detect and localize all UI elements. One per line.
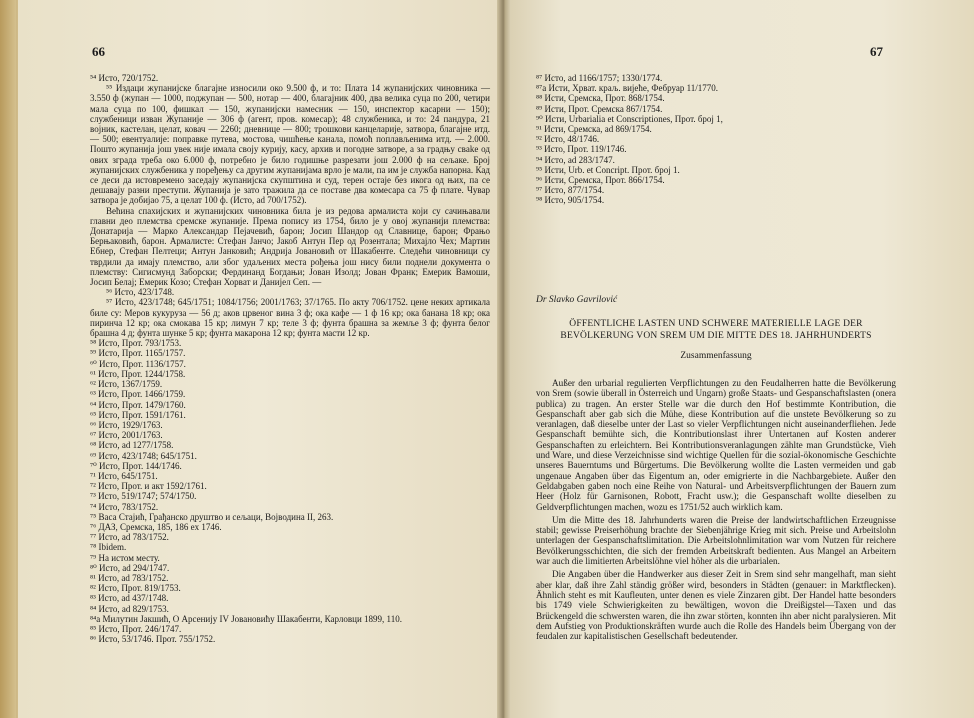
footnote-line: ⁷⁹ На истом месту. <box>90 552 160 563</box>
page-number-right: 67 <box>870 44 883 59</box>
page-number-left: 66 <box>92 44 105 59</box>
footnote-line: ⁹⁵ Исти, Urb. et Concript. Прот. број 1. <box>536 164 680 175</box>
article-author: Dr Slavko Gavrilović <box>536 295 618 305</box>
footnote: ⁵⁴ Исто, 720/1752. <box>90 73 159 83</box>
footnote-line: ⁵⁸ Исто, Прот. 793/1753. <box>90 338 182 349</box>
footnote-line: ⁷³ Исто, 519/1747; 574/1750. <box>90 491 197 502</box>
footnote-line: ⁷⁸ Ibidem. <box>90 542 127 553</box>
footnote-line: ⁹¹ Исти, Сремска, ad 869/1754. <box>536 124 652 135</box>
footnote-line: ⁶⁸ Исто, ad 1277/1758. <box>90 440 174 451</box>
footnote-line: ⁷⁵ Васа Стајић, Грађанско друштво и сељаци, Војводина II, 263. <box>90 511 334 522</box>
footnote-line: ⁵⁹ Исто, Прот. 1165/1757. <box>90 348 186 359</box>
footnote-line: ⁸⁴ Исто, ad 829/1753. <box>90 603 169 614</box>
footnote-line: ⁸⁸ Исти, Сремска, Прот. 868/1754. <box>536 93 665 104</box>
footnote: ⁵⁷ Исто, 423/1748; 645/1751; 1084/1756; 2001/1763; 37/1765. По акту 706/1752. цене неких артикала биле су: Меров кукуруза — 56 д; аков црвеног вина 3 ф; ока кафе — 1 ф 16 кр; ока банана 18 кр; ока пиринча 12 кр; ока смокава 15 кр; лимун 7 кр; теле 3 ф; фунта брашна за жемље 3 ф; фунта белог брашна 4 д; фунта шунке 5 кр; фунта макарона 12 кр; фунта масти 12 кр. <box>90 297 490 339</box>
footnote-line: ⁶³ Исто, Прот. 1466/1759. <box>90 389 186 400</box>
footnote-line: ⁶⁵ Исто, Прот. 1591/1761. <box>90 409 186 420</box>
left-footnotes <box>90 73 490 644</box>
footnote-line: ⁶² Исто, 1367/1759. <box>90 379 163 390</box>
footnote-line: ⁸⁴а Милутин Јакшић, О Арсенију IV Јовановићу Шакабенти, Карловци 1899, 110. <box>90 613 402 624</box>
footnote-line: ⁶⁴ Исто, Прот. 1479/1760. <box>90 399 186 410</box>
footnote-line: ⁸⁰ Исто, ad 294/1747. <box>90 562 170 573</box>
article-subtitle: Zusammenfassung <box>680 351 752 361</box>
footnote-line: ⁷⁴ Исто, 783/1752. <box>90 501 159 512</box>
footnote-line: ⁶⁹ Исто, 423/1748; 645/1751. <box>90 450 197 461</box>
footnote-line: ⁸² Исто, Прот. 819/1753. <box>90 583 181 594</box>
footnote-line: ⁸⁶ Исто, 53/1746. Прот. 755/1752. <box>90 634 216 645</box>
book-gutter <box>497 0 511 718</box>
article-title <box>536 318 896 342</box>
footnote-line: ⁹⁴ Исто, ad 283/1747. <box>536 154 615 165</box>
footnote-line: ⁸⁹ Исти, Прот. Сремска 867/1754. <box>536 103 663 114</box>
footnote-line: ⁸⁷а Исти, Хрват. краљ. вијеће, Фебруар 11/1770. <box>536 83 718 94</box>
right-footnotes <box>536 73 896 206</box>
footnote-line: ⁶⁶ Исто, 1929/1763. <box>90 419 163 430</box>
footnote-line: ⁶¹ Исто, Прот. 1244/1758. <box>90 368 186 379</box>
footnote-list-right <box>536 73 896 206</box>
footnote: Већина спахијских и жупанијских чиновника била је из редова армалиста који су сачињавали главни део племства сремске жупаније. Према попису из 1754, било је у овој жупанији племства: Донатарија — Марко Александар Пејачевић, барон; Јосип Шандор од Славнице, барон; Фрањо Берњаковић, барон. Армалисте: Стефан Јанчо; Јакоб Антун Пер од Розентала; Михајло Чех; Мартин Ебнер, Стефан Пелтеци; Антун Јанковић; Андрија Јовановић от Шакабенте. Следећи чиновници су тврдили да имају племство, али због удаљених места рођења још нису били поднели документа о племству: Сигисмунд Заборски; Фердинанд Богдањи; Јован Изолд; Јован Франк; Емерик Вамоши, Јосип Белај; Емерик Козо; Стефан Хорват и Данијел Сеп. — <box>90 205 490 288</box>
summary-paragraph: Um die Mitte des 18. Jahrhunderts waren die Preise der landwirtschaftlichen Erzeugnisse stabil; gewisse Preiserhöhung brachte der Siebenjährige Krieg mit sich. Preise und Arbeitslohn unterlagen der Gespanschaftslimitation. Die Arbeitslohnlimitation war vom Nutzen für reichere Bevölkerungsschichten, die sich der fremden Arbeitskraft bedienten. Aus Mangel an Arbeitern war auch die limitierten Arbeitslöhne viel höher als die urbarialen. <box>536 514 896 567</box>
footnote-line: ⁸⁵ Исто, Прот. 246/1747. <box>90 623 182 634</box>
footnote-line: ⁹³ Исто, Прот. 119/1746. <box>536 144 627 155</box>
footnote-line: ⁹⁰ Исти, Urbarialia et Conscriptiones, Прот. број 1, <box>536 113 723 124</box>
summary-text <box>536 378 896 644</box>
footnote-line: ⁶⁰ Исто, Прот. 1136/1757. <box>90 358 186 369</box>
footnote: ⁵⁶ Исто, 423/1748. <box>106 287 175 298</box>
footnote-line: ⁹⁸ Исто, 905/1754. <box>536 195 605 206</box>
footnote-line: ⁸⁷ Исто, ad 1166/1757; 1330/1774. <box>536 73 663 83</box>
footnote-line: ⁷² Исто, Прот. и акт 1592/1761. <box>90 481 207 492</box>
footnote-line: ⁷⁶ ДАЗ, Сремска, 185, 186 ex 1746. <box>90 521 222 532</box>
footnote-line: ⁷⁰ Исто, Прот. 144/1746. <box>90 460 182 471</box>
book-edge <box>0 0 16 718</box>
footnote-list-left <box>90 338 490 644</box>
footnote-line: ⁷¹ Исто, 645/1751. <box>90 470 158 481</box>
footnote-line: ⁶⁷ Исто, 2001/1763. <box>90 430 163 441</box>
article-title-line: BEVÖLKERUNG VON SREM UM DIE MITTE DES 18. JAHRHUNDERTS <box>560 331 872 341</box>
footnote: ⁵⁵ Издаци жупанијске благајне износили око 9.500 ф, и то: Плата 14 жупанијских чиновника — 3.550 ф (жупан — 1000, поджупан — 500, нотар — 400, благајник 400, два велика суца по 200, четири мала суца по 100, фишкал — 150, жупанијски намесник — 150, инспектор касарни — 150); службеници изван Жупаније — 306 ф (агент, пров. комесар); 48 службеника, и то: 24 пандура, 21 војник, кастелан, целат, ковач — 2260; дневнице — 800; трошкови канцеларије, затвора, благајне итд. — 500; евентуалије: поправке путева, мостова, чишћење канала, помоћ поплављенима итд. — 2.000. Пошто жупанија још увек није имала своју курију, касу, архив и погодне затворе, а за градњу свake од ових зграда треба око 6.000 ф, потребно је било годишње разрезати још 2.000 ф на сељаке. Број жупанијских службеника у поређењу са другим жупанијама врло је мали, па им је служба напорна. Кад се деси да истовремено заседају жупанијска скупштина и суд, терен остаје без икога од њих, па се дешавају разни преступи. Жупанија је зато тражила да се поставе два комесара са 75 ф плате. Чувар затвора је добијао 75, а целат 100 ф. (Исто, ad 700/1752). <box>90 83 490 206</box>
footnote-line: ⁹⁷ Исто, 877/1754. <box>536 185 605 196</box>
footnote-line: ⁸³ Исто, ad 437/1748. <box>90 593 169 604</box>
footnote-line: ⁹⁶ Исти, Сремска, Прот. 866/1754. <box>536 175 665 186</box>
article-title-line: ÖFFENTLICHE LASTEN UND SCHWERE MATERIELLE LAGE DER <box>569 319 863 329</box>
footnote-line: ⁸¹ Исто, ad 783/1752. <box>90 572 169 583</box>
footnote-line: ⁷⁷ Исто, ad 783/1752. <box>90 532 169 543</box>
footnote-line: ⁹² Исто, 48/1746. <box>536 134 600 145</box>
summary-paragraph: Die Angaben über die Handwerker aus dieser Zeit in Srem sind sehr mangelhaft, man sieht aber klar, daß ihre Zahl ständig größer wird, besonders in Städten (genauer: in Marktflecken). Ähnlich steht es mit Kaufleuten, unter denen es viele Zinzaren gibt. Der Handel hatte besonders bis 1749 viele Schwierigkeiten zu bewältigen, wovon die Dreißigstel—Taxen und das Brückengeld die schwersten waren, die ihn zwar störten, konnten ihn aber nicht paralysieren. Mit dem Aufstieg von Produktionskräften wurde auch die Rolle des Handels beim Übergang von der feudalen zur kapitalistischen Gesellschaft bedeutender. <box>536 569 896 642</box>
summary-paragraph: Außer den urbarial regulierten Verpflichtungen zu den Feudalherren hatte die Bevölkerung von Srem (sowie überall in Österreich und Ungarn) große Staats- und Gespanschaftslasten (onera publica) zu tragen. An erster Stelle war die durch den Hof bestimmte Kontribution, die Gespanschaft aber gab sich die Mühe, diese Kontribution auf die unstete Bevölkerung so zu veranlagen, daß dieselbe unter der Last so vieler Verpflichtungen nicht auseinanderfliehen. Jede Gespanschaft bemühte sich, die Kontributionslast ihrer Untertanen auf Kosten anderer Gespanschaften zu erleichtern. Bei Kontributionsveranlagungen zählte man Grundstücke, Vieh und Ware, und diese Verzeichnisse sind wichtige Quellen für die sozial-ökonomische Geschichte unseres Bauerntums und Bürgertums. Die Bevölkerung wollte die Lasten vermeiden und gab ungenaue Angaben über das Eigentum an, oder emigrierte in die Nachbargebiete. Außer den Geldabgaben gaben noch eine Reihe von Natural- und Arbeitsverpflichtungen der Bauern zum Heer (Holz für Garnisonen, Robott, Fracht usw.); die Gespanschaft wollte dieselben zu Geldverpflichtungen machen, wozu es 1751/52 auch wirklich kam. <box>536 378 896 512</box>
